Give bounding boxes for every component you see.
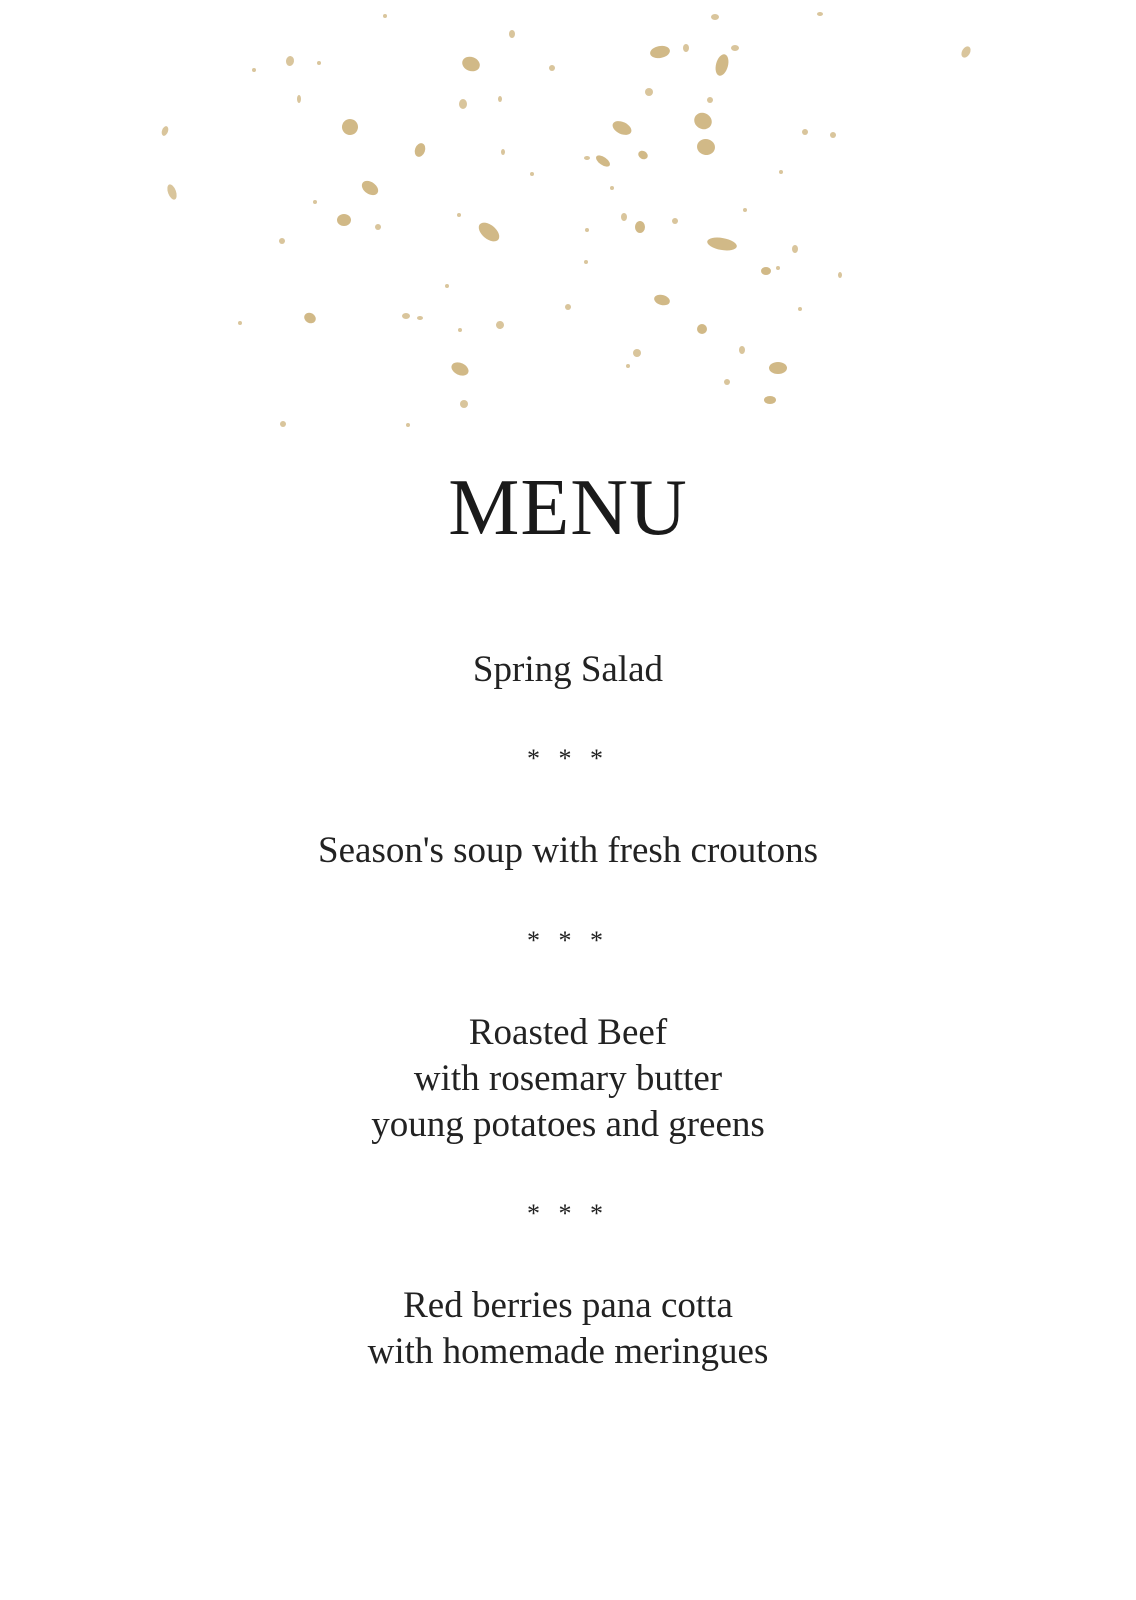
gold-speck [637, 149, 650, 161]
gold-speck [645, 88, 653, 96]
gold-speck [285, 55, 295, 66]
gold-speck [445, 284, 449, 288]
gold-speck [509, 30, 515, 38]
gold-speck [584, 156, 590, 160]
gold-speck [960, 45, 973, 59]
gold-speck [706, 235, 738, 252]
gold-speck [724, 379, 730, 385]
gold-speck [160, 125, 169, 136]
gold-speck [417, 316, 423, 320]
gold-speck [653, 293, 671, 307]
gold-speck [585, 228, 589, 232]
gold-speck [635, 221, 645, 233]
gold-speck [711, 14, 719, 20]
gold-speck [402, 313, 410, 319]
gold-speck [317, 61, 321, 65]
gold-speck [798, 307, 802, 311]
gold-speckle-decoration [0, 0, 1136, 440]
gold-speck [696, 138, 717, 157]
gold-speck [238, 321, 242, 325]
gold-speck [731, 45, 739, 51]
gold-speck [691, 110, 715, 133]
gold-speck [297, 95, 301, 103]
gold-speck [817, 12, 823, 16]
gold-speck [584, 260, 588, 264]
gold-speck [776, 266, 780, 270]
gold-speck [252, 68, 256, 72]
gold-speck [769, 362, 787, 374]
gold-speck [610, 118, 633, 137]
gold-speck [764, 396, 776, 404]
gold-speck [458, 328, 462, 332]
gold-speck [830, 132, 836, 138]
gold-speck [610, 186, 614, 190]
course-3-line-1: Roasted Beef [468, 1012, 668, 1053]
gold-speck [792, 245, 798, 253]
course-4-line-1: Red berries pana cotta [403, 1285, 733, 1326]
gold-speck [594, 153, 612, 169]
gold-speck [802, 129, 808, 135]
course-4-line-2: with homemade meringues [367, 1331, 769, 1372]
gold-speck [549, 65, 555, 71]
gold-speck [313, 200, 317, 204]
gold-speck [649, 44, 671, 59]
gold-speck [166, 183, 179, 201]
gold-speck [406, 423, 410, 427]
course-separator-2: * * * [527, 926, 609, 955]
course-1-line-1: Spring Salad [472, 649, 664, 690]
gold-speck [460, 400, 468, 408]
gold-speck [713, 53, 730, 77]
course-3-line-3: young potatoes and greens [371, 1104, 765, 1145]
gold-speck [359, 178, 381, 198]
gold-speck [530, 172, 534, 176]
course-2-line-1: Season's soup with fresh croutons [318, 830, 818, 871]
gold-speck [838, 272, 842, 278]
gold-speck [375, 224, 381, 230]
gold-speck [280, 421, 286, 427]
gold-speck [495, 320, 506, 331]
gold-speck [761, 267, 771, 275]
gold-speck [457, 213, 461, 217]
gold-speck [565, 304, 571, 310]
gold-speck [475, 219, 502, 245]
gold-speck [340, 117, 361, 138]
gold-speck [621, 213, 627, 221]
gold-speck [460, 54, 482, 73]
course-3-line-2: with rosemary butter [413, 1058, 723, 1099]
gold-speck [459, 99, 467, 109]
gold-speck [383, 14, 387, 18]
gold-speck [501, 149, 505, 155]
gold-speck [779, 170, 783, 174]
menu-title: MENU [448, 464, 688, 552]
gold-speck [498, 96, 502, 102]
gold-speck [302, 311, 317, 326]
gold-speck [626, 364, 630, 368]
course-separator-1: * * * [527, 744, 609, 773]
gold-speck [279, 238, 285, 244]
gold-speck [672, 218, 678, 224]
gold-speck [633, 349, 641, 357]
gold-speck [743, 208, 747, 212]
course-separator-3: * * * [527, 1199, 609, 1228]
gold-speck [413, 142, 427, 159]
gold-speck [337, 214, 351, 226]
gold-speck [449, 360, 470, 378]
gold-speck [683, 44, 689, 52]
gold-speck [707, 97, 713, 103]
gold-speck [739, 346, 745, 354]
gold-speck [697, 324, 707, 334]
